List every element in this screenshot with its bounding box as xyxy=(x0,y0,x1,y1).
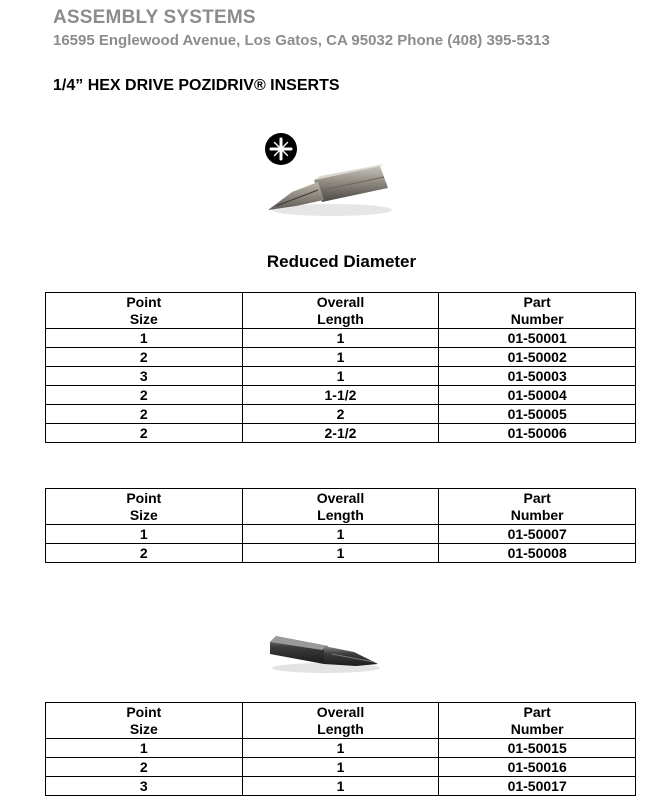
point-size-cell: 2 xyxy=(46,348,243,367)
table-row xyxy=(46,329,636,348)
part-number-cell: 01-50017 xyxy=(439,777,636,796)
point-size-cell: 1 xyxy=(46,329,243,348)
table-header-row xyxy=(46,293,636,329)
table-row xyxy=(46,405,636,424)
overall-length-cell: 1 xyxy=(242,758,439,777)
part-number-cell: 01-50004 xyxy=(439,386,636,405)
table-row xyxy=(46,367,636,386)
point-size-cell: 2 xyxy=(46,405,243,424)
overall-length-cell: 1 xyxy=(242,739,439,758)
overall-length-cell: 2 xyxy=(242,405,439,424)
table-row xyxy=(46,525,636,544)
table-row xyxy=(46,424,636,443)
dark-pozidriv-bit-image xyxy=(262,628,388,676)
parts-table-reduced-diameter xyxy=(45,292,636,443)
point-size-cell: 3 xyxy=(46,777,243,796)
table-row xyxy=(46,544,636,563)
parts-table-dark-bit xyxy=(45,702,636,796)
table-header-row xyxy=(46,703,636,739)
table-header-row xyxy=(46,489,636,525)
column-header-overall-length: Overall Length xyxy=(242,489,439,525)
overall-length-cell: 1 xyxy=(242,329,439,348)
column-header-part-number: Part Number xyxy=(439,703,636,739)
column-header-overall-length: Overall Length xyxy=(242,293,439,329)
point-size-cell: 1 xyxy=(46,525,243,544)
parts-table-standard xyxy=(45,488,636,563)
part-number-cell: 01-50008 xyxy=(439,544,636,563)
overall-length-cell: 1 xyxy=(242,777,439,796)
table-row xyxy=(46,758,636,777)
column-header-part-number: Part Number xyxy=(439,489,636,525)
company-name: ASSEMBLY SYSTEMS xyxy=(53,7,256,28)
section-title-reduced-diameter: Reduced Diameter xyxy=(266,252,417,271)
overall-length-cell: 1 xyxy=(242,544,439,563)
overall-length-cell: 1 xyxy=(242,367,439,386)
table-row xyxy=(46,739,636,758)
point-size-cell: 2 xyxy=(46,386,243,405)
part-number-cell: 01-50006 xyxy=(439,424,636,443)
column-header-part-number: Part Number xyxy=(439,293,636,329)
part-number-cell: 01-50002 xyxy=(439,348,636,367)
part-number-cell: 01-50007 xyxy=(439,525,636,544)
part-number-cell: 01-50016 xyxy=(439,758,636,777)
pozidriv-bit-image xyxy=(262,130,402,222)
column-header-overall-length: Overall Length xyxy=(242,703,439,739)
point-size-cell: 2 xyxy=(46,424,243,443)
company-address: 16595 Englewood Avenue, Los Gatos, CA 95032 Phone (408) 395-5313 xyxy=(53,32,550,49)
part-number-cell: 01-50015 xyxy=(439,739,636,758)
point-size-cell: 1 xyxy=(46,739,243,758)
table-row xyxy=(46,386,636,405)
point-size-cell: 2 xyxy=(46,544,243,563)
part-number-cell: 01-50005 xyxy=(439,405,636,424)
column-header-point-size: Point Size xyxy=(46,703,243,739)
document-title: 1/4” HEX DRIVE POZIDRIV® INSERTS xyxy=(53,77,340,94)
overall-length-cell: 1-1/2 xyxy=(242,386,439,405)
overall-length-cell: 2-1/2 xyxy=(242,424,439,443)
part-number-cell: 01-50003 xyxy=(439,367,636,386)
column-header-point-size: Point Size xyxy=(46,293,243,329)
part-number-cell: 01-50001 xyxy=(439,329,636,348)
overall-length-cell: 1 xyxy=(242,348,439,367)
table-row xyxy=(46,777,636,796)
overall-length-cell: 1 xyxy=(242,525,439,544)
table-row xyxy=(46,348,636,367)
pozidriv-symbol-icon xyxy=(265,133,297,165)
column-header-point-size: Point Size xyxy=(46,489,243,525)
point-size-cell: 2 xyxy=(46,758,243,777)
point-size-cell: 3 xyxy=(46,367,243,386)
